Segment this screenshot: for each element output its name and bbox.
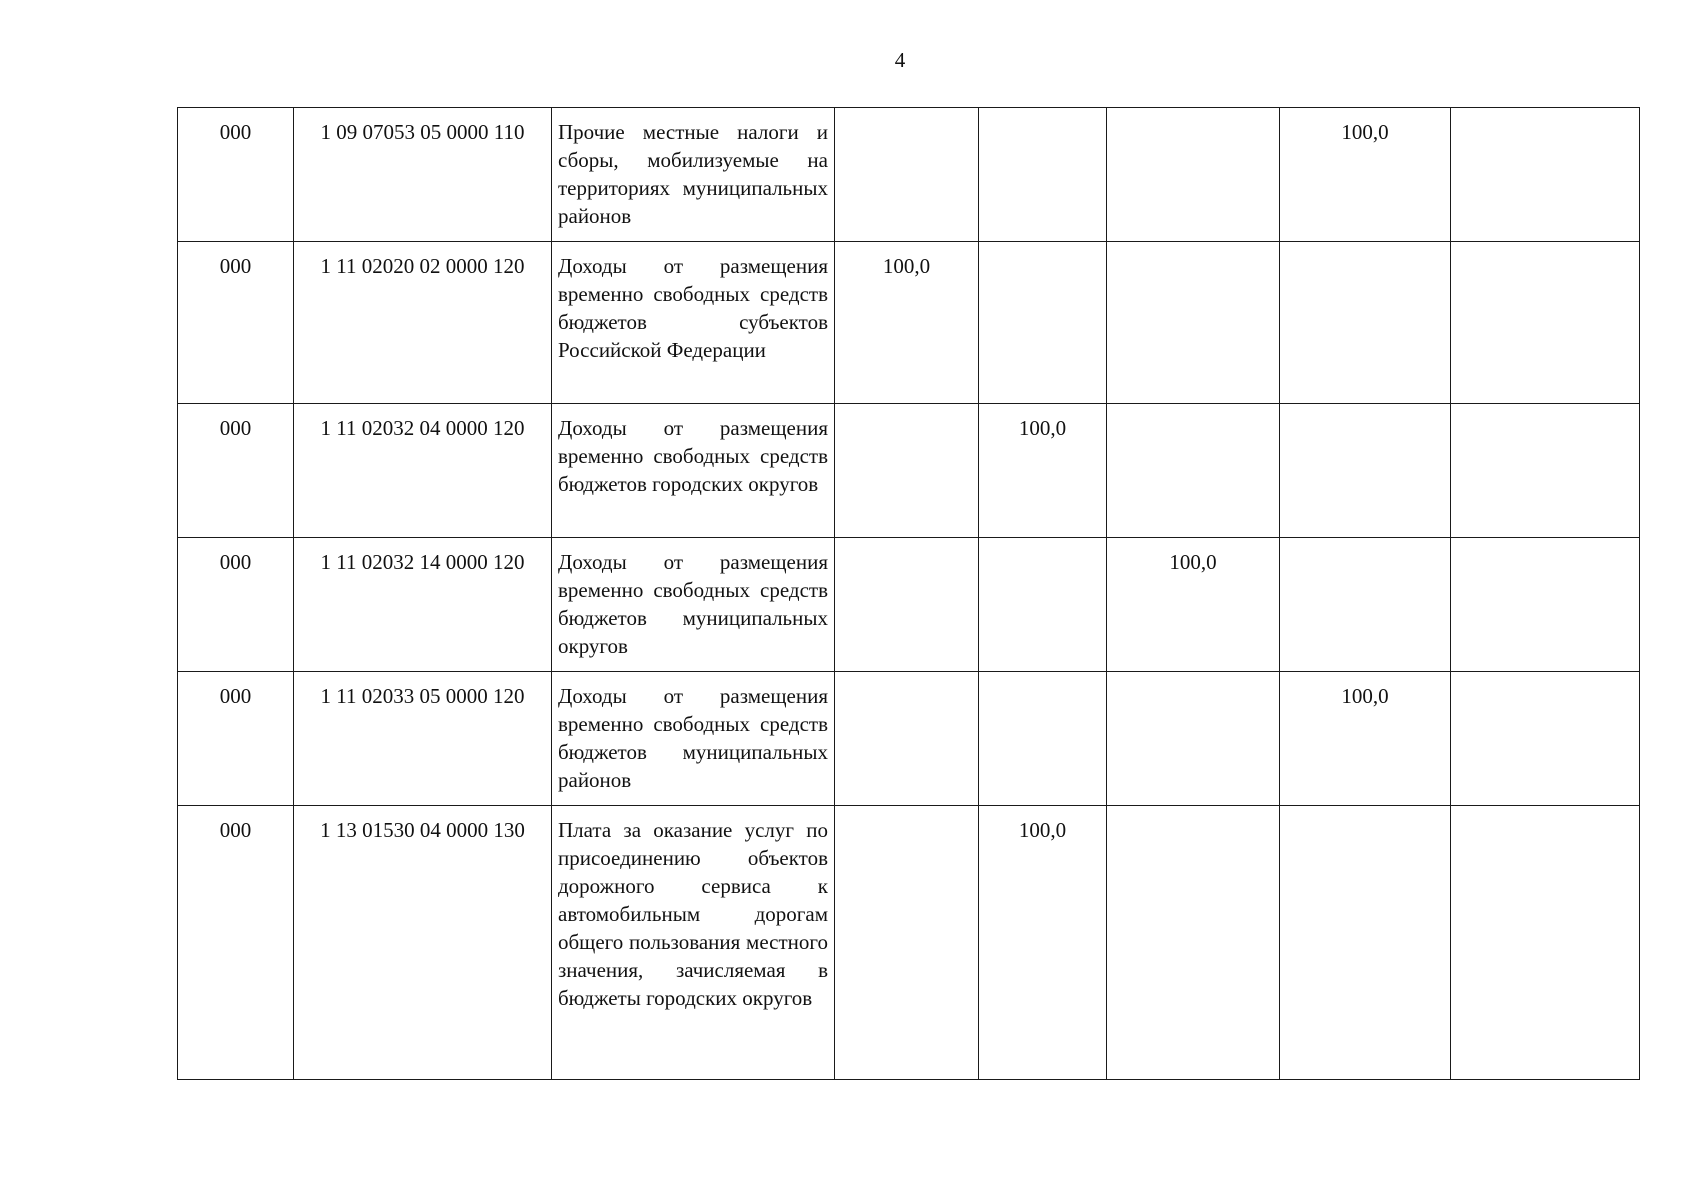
amount-cell-4 xyxy=(1280,538,1451,672)
budget-code-cell: 1 11 02032 04 0000 120 xyxy=(294,404,552,538)
amount-cell-4 xyxy=(1280,242,1451,404)
revenue-name-cell: Доходы от размещения временно свободных средств бюджетов муниципальных округов xyxy=(552,538,835,672)
amount-cell-3 xyxy=(1107,806,1280,1080)
amount-cell-1 xyxy=(835,538,979,672)
amount-cell-5 xyxy=(1451,108,1640,242)
budget-code-cell: 1 11 02032 14 0000 120 xyxy=(294,538,552,672)
budget-code-cell: 1 13 01530 04 0000 130 xyxy=(294,806,552,1080)
revenue-name-cell: Доходы от размещения временно свободных средств бюджетов муниципальных районов xyxy=(552,672,835,806)
budget-code-cell: 1 11 02033 05 0000 120 xyxy=(294,672,552,806)
amount-cell-3 xyxy=(1107,404,1280,538)
amount-cell-5 xyxy=(1451,672,1640,806)
amount-cell-4 xyxy=(1280,806,1451,1080)
admin-code-cell: 000 xyxy=(178,672,294,806)
budget-revenue-table xyxy=(177,107,1640,1080)
amount-cell-2 xyxy=(979,242,1107,404)
amount-cell-2: 100,0 xyxy=(979,404,1107,538)
amount-cell-5 xyxy=(1451,806,1640,1080)
amount-cell-3 xyxy=(1107,672,1280,806)
table-row xyxy=(178,108,1640,242)
amount-cell-4: 100,0 xyxy=(1280,672,1451,806)
admin-code-cell: 000 xyxy=(178,404,294,538)
amount-cell-3: 100,0 xyxy=(1107,538,1280,672)
amount-cell-4: 100,0 xyxy=(1280,108,1451,242)
amount-cell-1: 100,0 xyxy=(835,242,979,404)
table-row xyxy=(178,538,1640,672)
amount-cell-1 xyxy=(835,672,979,806)
admin-code-cell: 000 xyxy=(178,538,294,672)
amount-cell-1 xyxy=(835,404,979,538)
page-number: 4 xyxy=(894,48,906,72)
table-row xyxy=(178,806,1640,1080)
amount-cell-1 xyxy=(835,108,979,242)
admin-code-cell: 000 xyxy=(178,242,294,404)
admin-code-cell: 000 xyxy=(178,806,294,1080)
amount-cell-5 xyxy=(1451,404,1640,538)
budget-code-cell: 1 09 07053 05 0000 110 xyxy=(294,108,552,242)
revenue-name-cell: Доходы от размещения временно свободных средств бюджетов субъектов Российской Федерации xyxy=(552,242,835,404)
amount-cell-1 xyxy=(835,806,979,1080)
revenue-name-cell: Плата за оказание услуг по присоединению объектов дорожного сервиса к автомобильным дорогам общего пользования местного значения, зачисляемая в бюджеты городских округов xyxy=(552,806,835,1080)
amount-cell-3 xyxy=(1107,242,1280,404)
amount-cell-2 xyxy=(979,108,1107,242)
amount-cell-5 xyxy=(1451,538,1640,672)
admin-code-cell: 000 xyxy=(178,108,294,242)
amount-cell-3 xyxy=(1107,108,1280,242)
amount-cell-2: 100,0 xyxy=(979,806,1107,1080)
table-row xyxy=(178,672,1640,806)
budget-code-cell: 1 11 02020 02 0000 120 xyxy=(294,242,552,404)
table-row xyxy=(178,404,1640,538)
amount-cell-2 xyxy=(979,672,1107,806)
revenue-name-cell: Прочие местные налоги и сборы, мобилизуемые на территориях муниципальных районов xyxy=(552,108,835,242)
amount-cell-5 xyxy=(1451,242,1640,404)
amount-cell-4 xyxy=(1280,404,1451,538)
amount-cell-2 xyxy=(979,538,1107,672)
revenue-name-cell: Доходы от размещения временно свободных средств бюджетов городских округов xyxy=(552,404,835,538)
table-row xyxy=(178,242,1640,404)
